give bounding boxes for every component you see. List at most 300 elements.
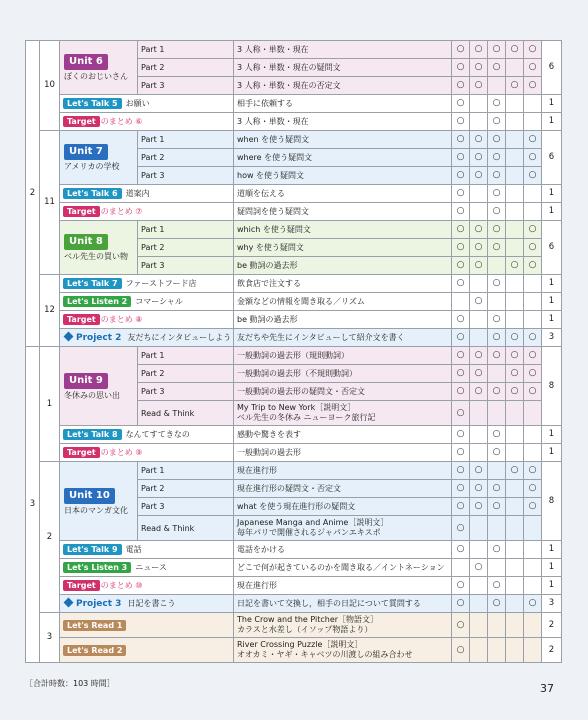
- check-mark-cell: ○: [452, 257, 470, 275]
- check-mark-cell: [524, 185, 542, 203]
- content-text: be 動詞の過去形: [237, 315, 298, 324]
- hours-cell: 8: [542, 462, 562, 541]
- content-cell: [234, 167, 452, 185]
- check-mark-cell: [506, 480, 524, 498]
- check-mark-cell: [506, 185, 524, 203]
- hours-cell: 2: [542, 613, 562, 638]
- content-cell: [234, 516, 452, 541]
- activity-badge: Let's Talk 9: [63, 544, 122, 555]
- activity-badge: Let's Talk 8: [63, 429, 122, 440]
- check-mark-cell: [470, 426, 488, 444]
- content-cell: [234, 239, 452, 257]
- activity-cell: [60, 293, 234, 311]
- activity-label: コマーシャル: [135, 297, 183, 306]
- month-cell: 1: [40, 347, 60, 462]
- table-row: [26, 329, 562, 347]
- check-mark-cell: [470, 275, 488, 293]
- check-mark-cell: [524, 516, 542, 541]
- content-cell: [234, 638, 452, 663]
- part-cell: Read & Think: [138, 516, 234, 541]
- hours-cell: 1: [542, 95, 562, 113]
- hours-cell: 1: [542, 577, 562, 595]
- content-text: Japanese Manga and Anime［説明文］: [237, 518, 389, 527]
- content-cell: [234, 365, 452, 383]
- check-mark-cell: ○: [524, 131, 542, 149]
- check-mark-cell: ○: [488, 41, 506, 59]
- table-row: [26, 275, 562, 293]
- content-cell: [234, 59, 452, 77]
- activity-badge: Let's Listen 2: [63, 296, 131, 307]
- table-row: [26, 293, 562, 311]
- content-cell: [234, 347, 452, 365]
- table-row: [26, 185, 562, 203]
- check-mark-cell: ○: [452, 577, 470, 595]
- part-cell: Part 2: [138, 239, 234, 257]
- check-mark-cell: ○: [452, 426, 470, 444]
- check-mark-cell: ○: [506, 77, 524, 95]
- hours-cell: 1: [542, 185, 562, 203]
- activity-cell: [60, 203, 234, 221]
- check-mark-cell: [470, 185, 488, 203]
- check-mark-cell: ○: [488, 347, 506, 365]
- check-mark-cell: ○: [452, 347, 470, 365]
- check-mark-cell: [470, 613, 488, 638]
- check-mark-cell: ○: [524, 257, 542, 275]
- activity-label: 電話: [125, 545, 142, 554]
- part-cell: Part 3: [138, 257, 234, 275]
- check-mark-cell: ○: [524, 41, 542, 59]
- curriculum-table-body: [26, 41, 562, 663]
- hours-cell: 1: [542, 559, 562, 577]
- content-text: 3 人称・単数・現在: [237, 117, 309, 126]
- check-mark-cell: [488, 77, 506, 95]
- check-mark-cell: ○: [470, 257, 488, 275]
- check-mark-cell: ○: [524, 77, 542, 95]
- content-cell: [234, 426, 452, 444]
- check-mark-cell: ○: [452, 203, 470, 221]
- table-row: [26, 613, 562, 638]
- check-mark-cell: ○: [452, 480, 470, 498]
- check-mark-cell: ○: [488, 113, 506, 131]
- content-cell: [234, 275, 452, 293]
- check-mark-cell: ○: [488, 426, 506, 444]
- content-text: 疑問詞を使う疑問文: [237, 207, 309, 216]
- target-badge: Target: [63, 447, 100, 458]
- content-subtext: オオカミ・ヤギ・キャベツの川渡しの組み合わせ: [237, 650, 413, 659]
- check-mark-cell: ○: [452, 131, 470, 149]
- check-mark-cell: ○: [488, 149, 506, 167]
- hours-cell: 1: [542, 203, 562, 221]
- check-mark-cell: ○: [488, 275, 506, 293]
- project-title: Project 2: [76, 332, 122, 343]
- check-mark-cell: ○: [488, 185, 506, 203]
- target-label: のまとめ ⑧: [100, 315, 143, 324]
- content-text: 現在進行形: [237, 466, 277, 475]
- table-row: [26, 311, 562, 329]
- content-subtext: ベル先生の冬休み ニューヨーク旅行記: [237, 413, 376, 422]
- part-cell: Part 3: [138, 167, 234, 185]
- check-mark-cell: [506, 401, 524, 426]
- target-badge: Target: [63, 116, 100, 127]
- target-label: のまとめ ⑦: [100, 207, 143, 216]
- content-cell: [234, 559, 452, 577]
- hours-cell: 1: [542, 275, 562, 293]
- check-mark-cell: [524, 95, 542, 113]
- content-text: River Crossing Puzzle［説明文］: [237, 640, 363, 649]
- part-cell: Part 3: [138, 498, 234, 516]
- content-subtext: 毎年パリで開催されるジャパンエキスポ: [237, 528, 381, 537]
- lesson-row: [26, 41, 562, 59]
- target-badge: Target: [63, 314, 100, 325]
- check-mark-cell: ○: [452, 185, 470, 203]
- hours-cell: 2: [542, 638, 562, 663]
- check-mark-cell: [506, 113, 524, 131]
- check-mark-cell: ○: [470, 149, 488, 167]
- check-mark-cell: ○: [452, 311, 470, 329]
- check-mark-cell: ○: [470, 498, 488, 516]
- check-mark-cell: [506, 613, 524, 638]
- check-mark-cell: ○: [524, 167, 542, 185]
- term-cell: 2: [26, 41, 40, 347]
- activity-cell: [60, 577, 234, 595]
- part-cell: Part 3: [138, 77, 234, 95]
- check-mark-cell: ○: [524, 365, 542, 383]
- check-mark-cell: ○: [470, 462, 488, 480]
- content-text: 道順を伝える: [237, 189, 285, 198]
- check-mark-cell: [470, 541, 488, 559]
- content-cell: [234, 203, 452, 221]
- month-cell: 11: [40, 131, 60, 275]
- check-mark-cell: ○: [488, 95, 506, 113]
- content-cell: [234, 257, 452, 275]
- check-mark-cell: ○: [470, 365, 488, 383]
- check-mark-cell: ○: [524, 498, 542, 516]
- check-mark-cell: ○: [452, 149, 470, 167]
- check-mark-cell: ○: [452, 541, 470, 559]
- hours-cell: 1: [542, 444, 562, 462]
- check-mark-cell: [470, 577, 488, 595]
- unit-subtitle: ぼくのおじいさん: [64, 72, 128, 81]
- check-mark-cell: [524, 559, 542, 577]
- check-mark-cell: ○: [488, 383, 506, 401]
- check-mark-cell: [524, 113, 542, 131]
- check-mark-cell: [470, 203, 488, 221]
- check-mark-cell: ○: [524, 221, 542, 239]
- check-mark-cell: ○: [452, 638, 470, 663]
- check-mark-cell: ○: [470, 41, 488, 59]
- check-mark-cell: [470, 444, 488, 462]
- term-cell: 3: [26, 347, 40, 663]
- check-mark-cell: [488, 401, 506, 426]
- content-cell: [234, 329, 452, 347]
- check-mark-cell: ○: [488, 498, 506, 516]
- content-text: 飲食店で注文する: [237, 279, 301, 288]
- check-mark-cell: ○: [452, 113, 470, 131]
- activity-badge: Let's Listen 3: [63, 562, 131, 573]
- content-cell: [234, 577, 452, 595]
- content-cell: [234, 95, 452, 113]
- check-mark-cell: [524, 426, 542, 444]
- content-cell: [234, 613, 452, 638]
- part-cell: Part 1: [138, 221, 234, 239]
- unit-subtitle: 日本のマンガ文化: [64, 505, 128, 515]
- check-mark-cell: ○: [524, 347, 542, 365]
- unit-cell: [60, 347, 138, 426]
- check-mark-cell: ○: [452, 595, 470, 613]
- check-mark-cell: ○: [506, 41, 524, 59]
- hours-cell: 1: [542, 311, 562, 329]
- check-mark-cell: [506, 595, 524, 613]
- content-text: 相手に依頼する: [237, 99, 293, 108]
- check-mark-cell: ○: [452, 383, 470, 401]
- content-text: how を使う疑問文: [237, 171, 305, 180]
- activity-cell: [60, 185, 234, 203]
- check-mark-cell: [506, 203, 524, 221]
- check-mark-cell: ○: [452, 41, 470, 59]
- check-mark-cell: [524, 638, 542, 663]
- content-cell: [234, 444, 452, 462]
- check-mark-cell: ○: [452, 239, 470, 257]
- hours-cell: 6: [542, 131, 562, 185]
- month-cell: 10: [40, 41, 60, 131]
- content-text: 3 人称・単数・現在の疑問文: [237, 63, 341, 72]
- check-mark-cell: [506, 293, 524, 311]
- content-cell: [234, 77, 452, 95]
- check-mark-cell: [506, 95, 524, 113]
- check-mark-cell: ○: [452, 77, 470, 95]
- check-mark-cell: [506, 167, 524, 185]
- check-mark-cell: ○: [488, 541, 506, 559]
- check-mark-cell: ○: [524, 149, 542, 167]
- month-cell: 2: [40, 462, 60, 613]
- content-cell: [234, 131, 452, 149]
- content-text: 一般動詞の過去形（不規則動詞）: [237, 369, 357, 378]
- activity-badge: Let's Talk 5: [63, 98, 122, 109]
- content-text: 一般動詞の過去形: [237, 448, 301, 457]
- check-mark-cell: ○: [470, 131, 488, 149]
- check-mark-cell: ○: [452, 516, 470, 541]
- content-cell: [234, 462, 452, 480]
- target-label: のまとめ ⑨: [100, 448, 143, 457]
- month-cell: 3: [40, 613, 60, 663]
- check-mark-cell: ○: [452, 498, 470, 516]
- content-text: why を使う疑問文: [237, 243, 304, 252]
- content-text: 電話をかける: [237, 545, 285, 554]
- activity-label: お願い: [125, 99, 150, 108]
- check-mark-cell: [506, 541, 524, 559]
- check-mark-cell: ○: [470, 239, 488, 257]
- content-text: My Trip to New York［説明文］: [237, 403, 356, 412]
- check-mark-cell: ○: [452, 221, 470, 239]
- check-mark-cell: [506, 516, 524, 541]
- part-cell: Part 1: [138, 347, 234, 365]
- part-cell: Part 2: [138, 149, 234, 167]
- check-mark-cell: [470, 401, 488, 426]
- activity-cell: [60, 426, 234, 444]
- table-row: [26, 559, 562, 577]
- check-mark-cell: ○: [470, 59, 488, 77]
- check-mark-cell: ○: [524, 239, 542, 257]
- activity-label: ファーストフード店: [125, 279, 197, 288]
- activity-cell: [60, 95, 234, 113]
- content-cell: [234, 383, 452, 401]
- part-cell: Part 2: [138, 365, 234, 383]
- activity-cell: [60, 275, 234, 293]
- hours-cell: 8: [542, 347, 562, 426]
- check-mark-cell: ○: [506, 347, 524, 365]
- content-text: 一般動詞の過去形の疑問文・否定文: [237, 387, 365, 396]
- check-mark-cell: [470, 329, 488, 347]
- content-text: where を使う疑問文: [237, 153, 313, 162]
- check-mark-cell: [506, 498, 524, 516]
- check-mark-cell: [470, 113, 488, 131]
- hours-cell: 1: [542, 113, 562, 131]
- check-mark-cell: [488, 638, 506, 663]
- check-mark-cell: [506, 275, 524, 293]
- hours-cell: 1: [542, 293, 562, 311]
- content-cell: [234, 541, 452, 559]
- diamond-icon: [64, 597, 74, 607]
- hours-cell: 1: [542, 426, 562, 444]
- check-mark-cell: ○: [524, 595, 542, 613]
- project-title: Project 3: [76, 598, 122, 609]
- check-mark-cell: [470, 95, 488, 113]
- check-mark-cell: [488, 462, 506, 480]
- content-cell: [234, 113, 452, 131]
- hours-cell: 6: [542, 221, 562, 275]
- check-mark-cell: [524, 203, 542, 221]
- check-mark-cell: [506, 559, 524, 577]
- content-text: 3 人称・単数・現在の否定文: [237, 81, 341, 90]
- check-mark-cell: ○: [452, 95, 470, 113]
- check-mark-cell: ○: [488, 595, 506, 613]
- check-mark-cell: ○: [506, 329, 524, 347]
- check-mark-cell: [524, 577, 542, 595]
- content-cell: [234, 595, 452, 613]
- check-mark-cell: [506, 638, 524, 663]
- unit-subtitle: アメリカの学校: [64, 162, 120, 171]
- check-mark-cell: ○: [488, 480, 506, 498]
- check-mark-cell: ○: [506, 383, 524, 401]
- table-row: [26, 541, 562, 559]
- check-mark-cell: ○: [470, 293, 488, 311]
- check-mark-cell: ○: [452, 59, 470, 77]
- content-text: 現在進行形の疑問文・否定文: [237, 484, 341, 493]
- check-mark-cell: [488, 257, 506, 275]
- content-cell: [234, 149, 452, 167]
- activity-cell: [60, 595, 234, 613]
- check-mark-cell: [488, 516, 506, 541]
- activity-cell: [60, 559, 234, 577]
- check-mark-cell: ○: [506, 462, 524, 480]
- check-mark-cell: ○: [524, 383, 542, 401]
- month-cell: 12: [40, 275, 60, 347]
- activity-cell: [60, 311, 234, 329]
- check-mark-cell: ○: [488, 167, 506, 185]
- check-mark-cell: ○: [452, 365, 470, 383]
- unit-cell: [60, 462, 138, 541]
- table-row: [26, 113, 562, 131]
- content-text: 一般動詞の過去形（規則動詞）: [237, 351, 349, 360]
- content-text: 現在進行形: [237, 581, 277, 590]
- content-cell: [234, 221, 452, 239]
- check-mark-cell: ○: [452, 401, 470, 426]
- content-text: be 動詞の過去形: [237, 261, 298, 270]
- check-mark-cell: ○: [506, 257, 524, 275]
- activity-badge: Let's Talk 6: [63, 188, 122, 199]
- unit-subtitle: ベル先生の買い物: [64, 252, 128, 261]
- part-cell: Part 2: [138, 59, 234, 77]
- check-mark-cell: ○: [470, 167, 488, 185]
- part-cell: Part 1: [138, 131, 234, 149]
- check-mark-cell: ○: [452, 275, 470, 293]
- check-mark-cell: [506, 311, 524, 329]
- content-cell: [234, 293, 452, 311]
- activity-cell: [60, 113, 234, 131]
- check-mark-cell: [470, 516, 488, 541]
- check-mark-cell: ○: [488, 329, 506, 347]
- check-mark-cell: ○: [524, 329, 542, 347]
- activity-badge: Let's Talk 7: [63, 278, 122, 289]
- check-mark-cell: ○: [488, 311, 506, 329]
- table-row: [26, 95, 562, 113]
- part-cell: Part 2: [138, 480, 234, 498]
- check-mark-cell: [506, 59, 524, 77]
- activity-label: 日記を書こう: [127, 598, 176, 608]
- check-mark-cell: [470, 311, 488, 329]
- content-text: 感動や驚きを表す: [237, 430, 301, 439]
- activity-cell: [60, 329, 234, 347]
- check-mark-cell: [524, 293, 542, 311]
- check-mark-cell: [470, 638, 488, 663]
- unit-badge: Unit 9: [64, 373, 108, 389]
- check-mark-cell: [506, 221, 524, 239]
- table-row: [26, 444, 562, 462]
- content-cell: [234, 311, 452, 329]
- check-mark-cell: ○: [488, 59, 506, 77]
- check-mark-cell: ○: [524, 462, 542, 480]
- check-mark-cell: ○: [470, 347, 488, 365]
- hours-cell: 1: [542, 541, 562, 559]
- check-mark-cell: ○: [452, 462, 470, 480]
- unit-badge: Unit 6: [64, 54, 108, 70]
- check-mark-cell: ○: [452, 613, 470, 638]
- target-label: のまとめ ⑥: [100, 117, 143, 126]
- content-cell: [234, 185, 452, 203]
- unit-badge: Unit 10: [64, 488, 115, 504]
- content-text: どこで何が起きているのかを聞き取る／イントネーション: [237, 563, 445, 572]
- check-mark-cell: ○: [452, 444, 470, 462]
- check-mark-cell: ○: [488, 221, 506, 239]
- unit-cell: [60, 131, 138, 185]
- check-mark-cell: ○: [488, 444, 506, 462]
- hours-cell: 3: [542, 329, 562, 347]
- activity-badge: Let's Read 2: [63, 645, 126, 656]
- activity-cell: [60, 613, 234, 638]
- check-mark-cell: [488, 293, 506, 311]
- activity-cell: [60, 444, 234, 462]
- check-mark-cell: ○: [470, 559, 488, 577]
- content-cell: [234, 41, 452, 59]
- table-row: [26, 577, 562, 595]
- activity-label: 道案内: [125, 189, 150, 198]
- activity-cell: [60, 541, 234, 559]
- check-mark-cell: ○: [488, 131, 506, 149]
- check-mark-cell: [524, 311, 542, 329]
- content-subtext: カラスと水差し（イソップ物語より）: [237, 625, 373, 634]
- lesson-row: [26, 131, 562, 149]
- content-cell: [234, 498, 452, 516]
